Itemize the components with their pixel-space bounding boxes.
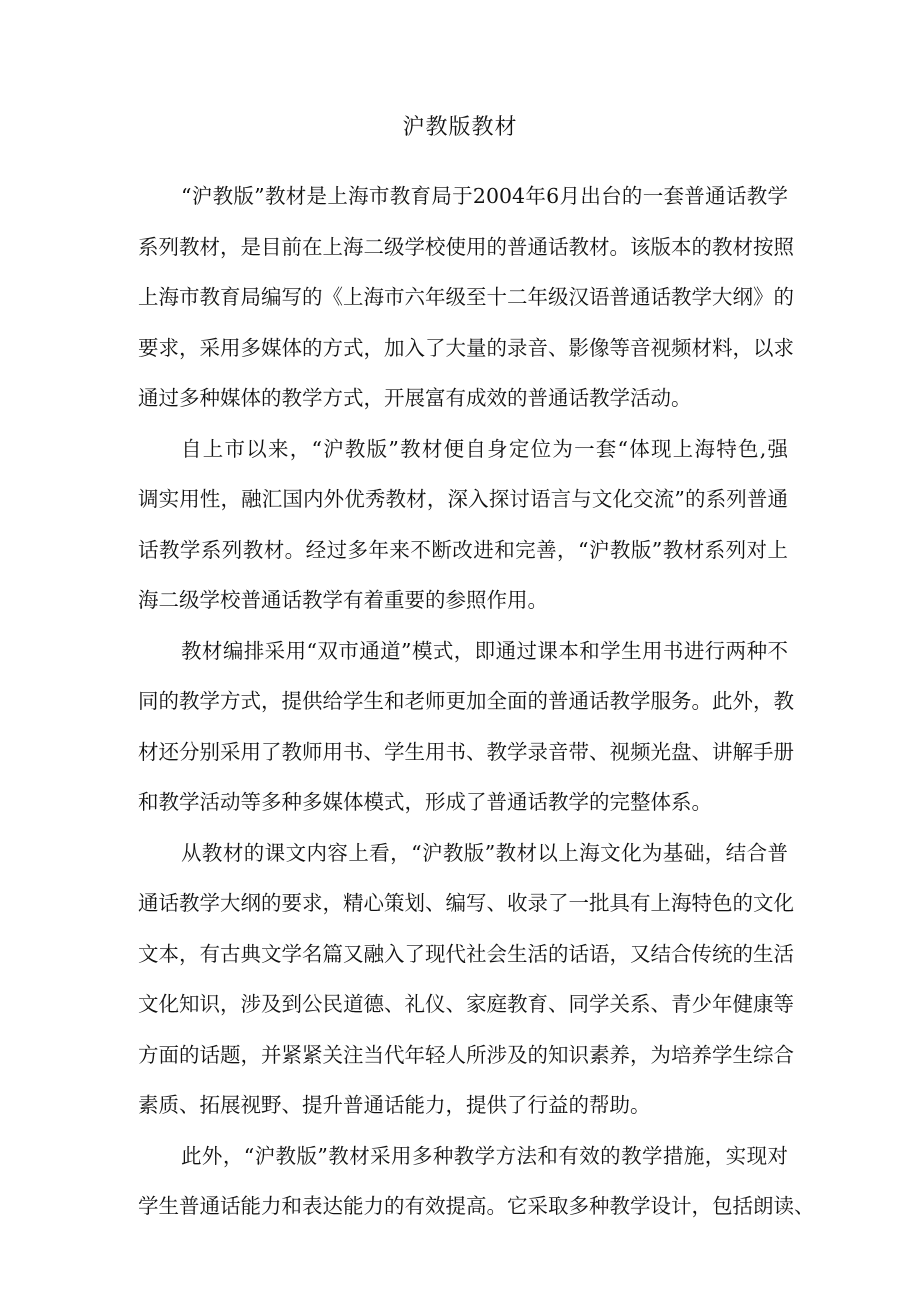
text-line: 系列教材，是目前在上海二级学校使用的普通话教材。该版本的教材按照 — [138, 234, 794, 259]
text-line: 海二级学校普通话教学有着重要的参照作用。 — [138, 588, 548, 612]
text-line: 从教材的课文内容上看，“沪教版”教材以上海文化为基础，结合普 — [181, 840, 788, 865]
text-line: 此外，“沪教版”教材采用多种教学方法和有效的教学措施，实现对 — [181, 1143, 788, 1168]
paragraph-5 — [138, 1131, 815, 1232]
document-title: 沪教版教材 — [402, 115, 518, 140]
text-line: 和教学活动等多种多媒体模式，形成了普通话教学的完整体系。 — [138, 790, 712, 814]
text-line: 话教学系列教材。经过多年来不断改进和完善，“沪教版”教材系列对上 — [138, 537, 788, 562]
text-line: 素质、拓展视野、提升普通话能力，提供了行益的帮助。 — [138, 1093, 651, 1117]
paragraph-4 — [138, 828, 794, 1131]
text-line: 文化知识，涉及到公民道德、礼仪、家庭教育、同学关系、青少年健康等 — [138, 992, 794, 1016]
paragraph-3 — [138, 626, 794, 828]
text-line: 要求，采用多媒体的方式，加入了大量的录音、影像等音视频材料，以求 — [138, 335, 794, 360]
text-line: 调实用性，融汇国内外优秀教材，深入探讨语言与文化交流”的系列普通 — [138, 487, 788, 511]
text-line: 自上市以来，“沪教版”教材便自身定位为一套“体现上海特色,强 — [181, 436, 788, 461]
text-line: “沪教版”教材是上海市教育局于2004年6月出台的一套普通话教学 — [181, 184, 788, 208]
paragraph-2 — [138, 424, 788, 626]
text-line: 通过多种媒体的教学方式，开展富有成效的普通话教学活动。 — [138, 386, 692, 410]
text-line: 材还分别采用了教师用书、学生用书、教学录音带、视频光盘、讲解手册 — [138, 739, 794, 764]
text-line: 通话教学大纲的要求，精心策划、编写、收录了一批具有上海特色的文化 — [138, 891, 794, 915]
text-line: 文本，有古典文学名篇又融入了现代社会生活的话语，又结合传统的生活 — [138, 941, 794, 966]
text-line: 学生普通话能力和表达能力的有效提高。它采取多种教学设计，包括朗读、 — [138, 1194, 815, 1218]
paragraph-1 — [138, 171, 794, 424]
document-body — [138, 171, 815, 1232]
text-line: 教材编排采用“双市通道”模式，即通过课本和学生用书进行两种不 — [181, 638, 788, 663]
text-line: 上海市教育局编写的《上海市六年级至十二年级汉语普通话教学大纲》的 — [138, 285, 794, 309]
text-line: 同的教学方式，提供给学生和老师更加全面的普通话教学服务。此外，教 — [138, 689, 794, 713]
text-line: 方面的话题，并紧紧关注当代年轻人所涉及的知识素养，为培养学生综合 — [138, 1042, 794, 1067]
